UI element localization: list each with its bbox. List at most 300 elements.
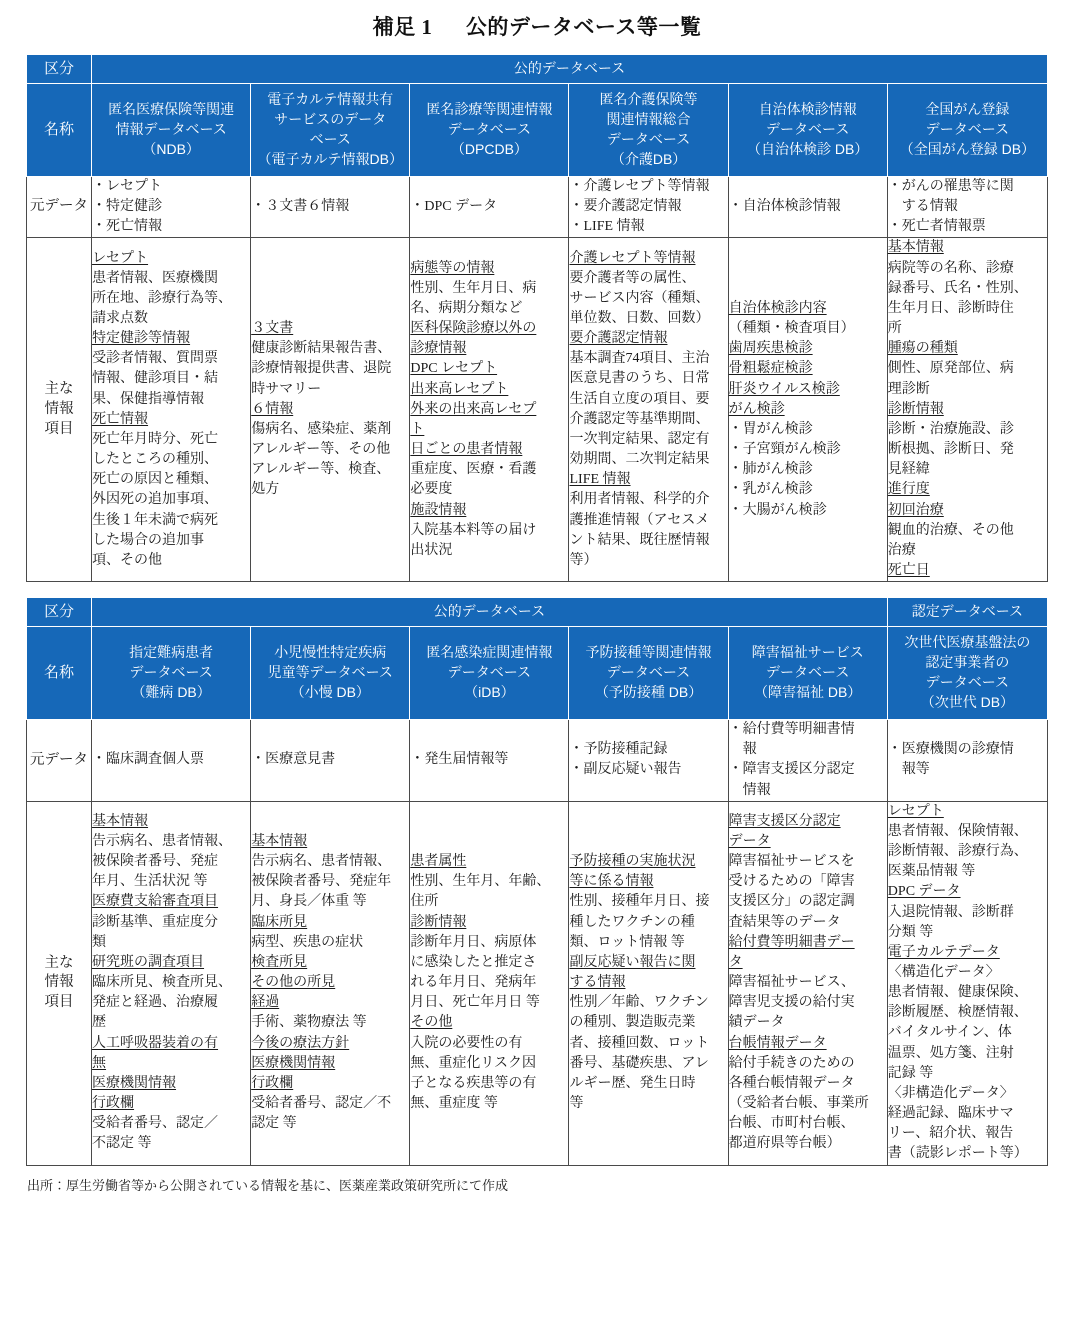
name-line: 障害福祉サービス bbox=[751, 644, 864, 661]
info-item-line: 無、重症化リスク因 bbox=[410, 1055, 537, 1071]
info-item-line: 性別／年齢、ワクチン bbox=[569, 995, 709, 1011]
name-line: 匿名医療保険等関連 bbox=[108, 101, 235, 118]
info-item-line: 生年月日、診断時住 bbox=[887, 300, 1014, 316]
table1-items-denshikarute bbox=[251, 238, 410, 582]
info-item-line: 月日、死亡年月日 等 bbox=[410, 995, 540, 1011]
info-item-line: 経過記録、臨床サマ bbox=[887, 1106, 1014, 1122]
info-item-line: 単位数、日数、回数） bbox=[569, 311, 710, 327]
info-item-line: 研究班の調査項目 bbox=[92, 954, 205, 970]
name-line: （予防接種 DB） bbox=[594, 684, 703, 701]
table1-col-name-jichitaikenshin bbox=[728, 84, 887, 177]
table2-motodata-label: 元データ bbox=[27, 720, 92, 802]
info-item-line: 性別、生年月、年齢、 bbox=[410, 874, 551, 890]
info-item-line: 所 bbox=[887, 321, 902, 337]
items-label-line: 情報 bbox=[44, 401, 74, 418]
table2-kubun-label: 区分 bbox=[27, 598, 92, 627]
name-line: （自治体検診 DB） bbox=[747, 140, 869, 157]
info-item-line: 告示病名、患者情報、 bbox=[251, 854, 392, 870]
name-line: （DPCDB） bbox=[450, 140, 528, 157]
info-item-line: 電子カルテデータ bbox=[887, 944, 1000, 960]
name-line: 児童等データベース bbox=[267, 664, 393, 681]
info-item-line: 診断情報、診療行為、 bbox=[887, 844, 1028, 860]
name-line: 関連情報総合 bbox=[606, 111, 691, 128]
info-item-line: 住所 bbox=[410, 894, 439, 910]
info-item-line: 診療情報 bbox=[410, 341, 467, 357]
info-item-line: 月、身長／体重 等 bbox=[251, 894, 367, 910]
source-note: 出所：厚生労働省等から公開されている情報を基に、医薬産業政策研究所にて作成 bbox=[27, 1177, 509, 1193]
table1-motodata-gantouroku bbox=[887, 177, 1047, 238]
info-item-line: タ bbox=[728, 954, 743, 970]
table2-items-label bbox=[27, 801, 92, 1165]
table1-col-name-ndb bbox=[92, 84, 251, 177]
info-item-line: 歴 bbox=[92, 1015, 107, 1031]
info-item-line: 死亡の原因と種類、 bbox=[92, 472, 219, 488]
table2-meisho-label: 名称 bbox=[27, 627, 92, 720]
info-item-line: アレルギー等、その他 bbox=[251, 442, 391, 458]
info-item-line: 施設情報 bbox=[410, 502, 467, 518]
info-item-line: 今後の療法方針 bbox=[251, 1035, 350, 1051]
items-label-line: 項目 bbox=[44, 993, 74, 1010]
list-item: ・死亡者情報票 bbox=[887, 219, 986, 235]
info-item-line: 側性、原発部位、病 bbox=[887, 361, 1014, 377]
info-item-line: 患者情報、保険情報、 bbox=[887, 823, 1028, 839]
info-item-line: 入退院情報、診断群 bbox=[887, 904, 1014, 920]
info-item-line: 被保険者番号、発症 bbox=[92, 854, 219, 870]
info-item-line: 腫瘍の種類 bbox=[887, 341, 958, 357]
info-item-line: 性別、接種年月日、接 bbox=[569, 894, 710, 910]
info-item-line: 情報、健診項目・結 bbox=[92, 371, 219, 387]
table2-items-shogaifukushidb bbox=[728, 801, 887, 1165]
info-item-line: 治療 bbox=[887, 542, 916, 558]
info-item-line: 等） bbox=[569, 552, 598, 568]
table2-items-jisedaidb bbox=[887, 801, 1047, 1165]
info-item-line: 等に係る情報 bbox=[569, 874, 654, 890]
name-line: ベース bbox=[309, 131, 351, 147]
info-item-line: 自治体検診内容 bbox=[728, 300, 827, 316]
info-item-line: その他の所見 bbox=[251, 975, 336, 991]
info-item-line: した場合の追加事 bbox=[92, 532, 205, 548]
info-item-line: 一次判定結果、認定有 bbox=[569, 431, 710, 447]
table1-items-jichitaikenshin bbox=[728, 238, 887, 582]
info-item-line: に感染したと推定さ bbox=[410, 954, 537, 970]
info-item-line: 所在地、診療行為等、 bbox=[92, 290, 233, 306]
table1-items-gantouroku bbox=[887, 238, 1047, 582]
info-item-line: 認定 等 bbox=[251, 1116, 297, 1132]
name-line: （介護DB） bbox=[610, 150, 687, 167]
table2-col-name-yoboses-shu bbox=[569, 627, 728, 720]
name-line: 小児慢性特定疾病 bbox=[274, 644, 387, 661]
info-item-line: （受給者台帳、事業所 bbox=[728, 1096, 869, 1112]
table2-motodata-jisedaidb bbox=[887, 720, 1047, 802]
info-item-line: 臨床所見 bbox=[251, 914, 308, 930]
info-item-line: 不認定 等 bbox=[92, 1136, 152, 1152]
table1-items-kaigodb bbox=[569, 238, 728, 582]
info-item-line: ６情報 bbox=[251, 401, 294, 417]
info-item-line: 行政欄 bbox=[251, 1075, 294, 1091]
page-title-number: 補足 1 bbox=[372, 15, 433, 39]
info-item-line: データ bbox=[728, 833, 771, 849]
info-item-line: 観血的治療、その他 bbox=[887, 522, 1014, 538]
info-item-line: 医意見書のうち、日常 bbox=[569, 371, 710, 387]
table1-meisho-label: 名称 bbox=[27, 84, 92, 177]
name-line: 指定難病患者 bbox=[129, 644, 214, 661]
page-title-text: 公的データベース等一覧 bbox=[465, 15, 702, 39]
items-label-line: 主な bbox=[44, 381, 74, 398]
info-item-line: 見経緯 bbox=[887, 462, 930, 478]
info-item-line: 医療費支給審査項目 bbox=[92, 894, 219, 910]
name-line: 予防接種等関連情報 bbox=[585, 644, 712, 661]
info-item-line: 障害福祉サービスを bbox=[728, 854, 855, 870]
info-item-line: 必要度 bbox=[410, 482, 453, 498]
info-item-line: 受けるための「障害 bbox=[728, 874, 855, 890]
name-line: データベース bbox=[129, 664, 213, 681]
public-database-table-1 bbox=[26, 54, 1048, 582]
info-item-line: 基本情報 bbox=[251, 833, 308, 849]
info-item-line: 要介護認定情報 bbox=[569, 331, 668, 347]
info-item-line: 類 bbox=[92, 934, 107, 950]
info-item-line: れる年月日、発病年 bbox=[410, 975, 537, 991]
name-line: データベース bbox=[606, 131, 691, 147]
public-database-table-2 bbox=[26, 597, 1048, 1165]
info-item-line: 類、ロット情報 等 bbox=[569, 934, 685, 950]
table2-items-row bbox=[27, 801, 1048, 1165]
info-item-line: 人工呼吸器装着の有 bbox=[92, 1035, 219, 1051]
name-line: 匿名感染症関連情報 bbox=[426, 644, 553, 661]
info-item-line: 基本情報 bbox=[92, 813, 149, 829]
info-item-line: 出来高レセプト bbox=[410, 381, 509, 397]
info-item-line: LIFE 情報 bbox=[569, 472, 631, 488]
info-item-line: レセプト bbox=[887, 803, 944, 819]
table1-names-row bbox=[27, 84, 1048, 177]
info-item-line: ・肺がん検診 bbox=[728, 462, 813, 478]
info-item-line: 台帳情報データ bbox=[728, 1035, 827, 1051]
info-item-line: レセプト bbox=[92, 250, 149, 266]
table1-col-name-dpcdb bbox=[410, 84, 569, 177]
info-item-line: 書（読影レポート等） bbox=[887, 1146, 1028, 1162]
info-item-line: 臨床所見、検査所見、 bbox=[92, 975, 233, 991]
info-item-line: 無 bbox=[92, 1055, 107, 1071]
table2-col-name-jisedaidb bbox=[887, 627, 1047, 720]
info-item-line: 者、接種回数、ロット bbox=[569, 1035, 710, 1051]
info-item-line: 診断履歴、検歴情報、 bbox=[887, 1005, 1028, 1021]
info-item-line: 受給者番号、認定／ bbox=[92, 1116, 219, 1132]
name-line: （NDB） bbox=[142, 140, 200, 157]
name-line: （難病 DB） bbox=[131, 684, 211, 701]
table1-items-label bbox=[27, 238, 92, 582]
info-item-line: 介護レセプト等情報 bbox=[569, 250, 696, 266]
info-item-line: 肝炎ウイルス検診 bbox=[728, 381, 840, 397]
info-item-line: 医科保険診療以外の bbox=[410, 321, 537, 337]
info-item-line: 理診断 bbox=[887, 381, 930, 397]
name-line: データベース bbox=[925, 121, 1010, 138]
info-item-line: 障害支援区分認定 bbox=[728, 813, 841, 829]
info-item-line: ・子宮頸がん検診 bbox=[728, 442, 841, 458]
info-item-line: ・胃がん検診 bbox=[728, 421, 813, 437]
table2-col-name-idb bbox=[410, 627, 569, 720]
name-line: 自治体検診情報 bbox=[758, 101, 857, 118]
list-item: ・DPC データ bbox=[410, 199, 498, 215]
info-item-line: 経過 bbox=[251, 995, 280, 1011]
list-item: ・医療意見書 bbox=[251, 752, 336, 768]
table2-motodata-row bbox=[27, 720, 1048, 802]
info-item-line: 進行度 bbox=[887, 482, 930, 498]
name-line: 匿名診療等関連情報 bbox=[426, 101, 553, 118]
name-line: （iDB） bbox=[464, 684, 515, 701]
info-item-line: 効期間、二次判定結果 bbox=[569, 452, 710, 468]
info-item-line: 子となる疾患等の有 bbox=[410, 1075, 537, 1091]
list-item: 情報 bbox=[728, 782, 771, 798]
info-item-line: 果、保健指導情報 bbox=[92, 391, 205, 407]
info-item-line: 台帳、市町村台帳、 bbox=[728, 1116, 855, 1132]
info-item-line: 患者情報、健康保険、 bbox=[887, 985, 1028, 1001]
info-item-line: 傷病名、感染症、薬剤 bbox=[251, 421, 392, 437]
list-item: ・副反応疑い報告 bbox=[569, 762, 682, 778]
info-item-line: 出状況 bbox=[410, 542, 453, 558]
info-item-line: ３文書 bbox=[251, 321, 294, 337]
info-item-line: 記録 等 bbox=[887, 1065, 934, 1081]
info-item-line: 患者属性 bbox=[410, 854, 467, 870]
table1-items-dpcdb bbox=[410, 238, 569, 582]
info-item-line: 給付費等明細書デー bbox=[728, 934, 855, 950]
info-item-line: 項、その他 bbox=[92, 552, 163, 568]
list-item: ・介護レセプト等情報 bbox=[569, 179, 710, 194]
table2-group-label-public: 公的データベース bbox=[92, 598, 888, 627]
info-item-line: 利用者情報、科学的介 bbox=[569, 492, 710, 508]
name-line: データベース bbox=[766, 664, 850, 681]
name-line: データベース bbox=[766, 121, 850, 138]
table1-motodata-denshikarute bbox=[251, 177, 410, 238]
table1-items-ndb bbox=[92, 238, 251, 582]
info-item-line: 死亡年月時分、死亡 bbox=[92, 431, 219, 447]
info-item-line: 予防接種の実施状況 bbox=[569, 854, 696, 870]
table2-col-name-nanbyodb bbox=[92, 627, 251, 720]
info-item-line: サービス内容（種類、 bbox=[569, 290, 710, 306]
info-item-line: 各種台帳情報データ bbox=[728, 1075, 855, 1091]
list-item: ・障害支援区分認定 bbox=[728, 762, 855, 778]
list-item: ・発生届情報等 bbox=[410, 752, 509, 768]
info-item-line: 骨粗鬆症検診 bbox=[728, 361, 813, 377]
info-item-line: 番号、基礎疾患、アレ bbox=[569, 1055, 709, 1071]
info-item-line: 重症度、医療・看護 bbox=[410, 462, 537, 478]
table1-motodata-kaigodb bbox=[569, 177, 728, 238]
name-line: サービスのデータ bbox=[274, 111, 387, 128]
list-item: ・予防接種記録 bbox=[569, 742, 668, 758]
info-item-line: バイタルサイン、体 bbox=[887, 1025, 1012, 1041]
table1-motodata-dpcdb bbox=[410, 177, 569, 238]
name-line: （次世代 DB） bbox=[920, 694, 1015, 710]
table1-header-band-row bbox=[27, 55, 1048, 84]
list-item: ・要介護認定情報 bbox=[569, 199, 682, 215]
info-item-line: 診断年月日、病原体 bbox=[410, 934, 537, 950]
info-item-line: 処方 bbox=[251, 482, 280, 498]
info-item-line: 特定健診等情報 bbox=[92, 331, 191, 347]
list-item: ・３文書６情報 bbox=[251, 199, 350, 215]
info-item-line: 歯周疾患検診 bbox=[728, 341, 813, 357]
table2-items-idb bbox=[410, 801, 569, 1165]
table2-col-name-shogaifukushidb bbox=[728, 627, 887, 720]
info-item-line: 生後１年未満で病死 bbox=[92, 512, 219, 528]
info-item-line: DPC レセプト bbox=[410, 361, 498, 377]
info-item-line: 給付手続きのための bbox=[728, 1055, 855, 1071]
info-item-line: 入院基本料等の届け bbox=[410, 522, 537, 538]
table2-motodata-yoboses-shu bbox=[569, 720, 728, 802]
name-line: データベース bbox=[606, 664, 691, 681]
info-item-line: 等 bbox=[569, 1096, 584, 1112]
info-item-line: 病院等の名称、診療 bbox=[887, 260, 1014, 276]
list-item: ・給付費等明細書情 bbox=[728, 722, 855, 738]
list-item: ・医療機関の診療情 bbox=[887, 742, 1014, 758]
info-item-line: 護推進情報（アセスメ bbox=[569, 512, 710, 528]
info-item-line: 名、病期分類など bbox=[410, 300, 523, 316]
list-item: ・自治体検診情報 bbox=[728, 199, 841, 215]
info-item-line: 診療情報提供書、退院 bbox=[251, 361, 392, 377]
info-item-line: 年月、生活状況 等 bbox=[92, 874, 208, 890]
name-line: （小慢 DB） bbox=[290, 684, 370, 701]
table1-motodata-jichitaikenshin bbox=[728, 177, 887, 238]
info-item-line: 無、重症度 等 bbox=[410, 1096, 498, 1112]
table1-col-name-kaigodb bbox=[569, 84, 728, 177]
info-item-line: 基本調査74項目、主治 bbox=[569, 351, 710, 367]
items-label-line: 情報 bbox=[44, 974, 74, 991]
info-item-line: 患者情報、医療機関 bbox=[92, 270, 219, 286]
table2-names-row bbox=[27, 627, 1048, 720]
info-item-line: 障害児支援の給付実 bbox=[728, 995, 855, 1011]
name-line: 全国がん登録 bbox=[925, 101, 1010, 118]
name-line: 匿名介護保険等 bbox=[599, 91, 698, 108]
table1-kubun-label: 区分 bbox=[27, 55, 92, 84]
info-item-line: 診断基準、重症度分 bbox=[92, 914, 219, 930]
name-line: （障害福祉 DB） bbox=[754, 684, 862, 701]
list-item: ・がんの罹患等に関 bbox=[887, 179, 1014, 194]
info-item-line: 被保険者番号、発症年 bbox=[251, 874, 392, 890]
info-item-line: 手術、薬物療法 等 bbox=[251, 1015, 367, 1031]
info-item-line: 診断・治療施設、診 bbox=[887, 421, 1014, 437]
table2-group-label-certified: 認定データベース bbox=[887, 598, 1047, 627]
info-item-line: 病型、疾患の症状 bbox=[251, 934, 364, 950]
table1-col-name-denshikarute bbox=[251, 84, 410, 177]
info-item-line: 病態等の情報 bbox=[410, 260, 495, 276]
info-item-line: する情報 bbox=[569, 975, 626, 991]
name-line: 情報データベース bbox=[115, 121, 227, 138]
table1-motodata-label: 元データ bbox=[27, 177, 92, 238]
info-item-line: 〈構造化データ〉 bbox=[887, 965, 1000, 980]
info-item-line: 副反応疑い報告に関 bbox=[569, 954, 696, 970]
info-item-line: 〈非構造化データ〉 bbox=[887, 1085, 1014, 1101]
info-item-line: の種別、製造販売業 bbox=[569, 1015, 696, 1031]
info-item-line: 都道府県等台帳） bbox=[728, 1136, 841, 1152]
table2-items-yoboses-shu bbox=[569, 801, 728, 1165]
info-item-line: DPC データ bbox=[887, 884, 961, 900]
table1-motodata-ndb bbox=[92, 177, 251, 238]
info-item-line: 入院の必要性の有 bbox=[410, 1035, 523, 1051]
info-item-line: ・大腸がん検診 bbox=[728, 502, 827, 518]
info-item-line: 録番号、氏名・性別、 bbox=[887, 280, 1028, 296]
info-item-line: 査結果等のデータ bbox=[728, 914, 841, 930]
table2-motodata-idb bbox=[410, 720, 569, 802]
name-line: （全国がん登録 DB） bbox=[899, 140, 1036, 157]
info-item-line: 時サマリー bbox=[251, 381, 322, 397]
table2-items-shomandb bbox=[251, 801, 410, 1165]
table1-motodata-row bbox=[27, 177, 1048, 238]
info-item-line: 健康診断結果報告書、 bbox=[251, 341, 392, 357]
list-item: ・臨床調査個人票 bbox=[92, 752, 205, 768]
info-item-line: 分類 等 bbox=[887, 924, 934, 940]
list-item: ・LIFE 情報 bbox=[569, 219, 645, 235]
info-item-line: 診断情報 bbox=[410, 914, 467, 930]
info-item-line: 断根拠、診断日、発 bbox=[887, 442, 1014, 458]
info-item-line: 種したワクチンの種 bbox=[569, 914, 695, 930]
table1-group-label: 公的データベース bbox=[92, 55, 1048, 84]
info-item-line: 外因死の追加事項、 bbox=[92, 492, 219, 508]
info-item-line: 外来の出来高レセプ bbox=[410, 401, 537, 417]
info-item-line: 初回治療 bbox=[887, 502, 944, 518]
info-item-line: 医療機関情報 bbox=[251, 1055, 336, 1071]
info-item-line: （種類・検査項目） bbox=[728, 321, 855, 337]
info-item-line: アレルギー等、検査、 bbox=[251, 462, 391, 478]
info-item-line: 受給者番号、認定／不 bbox=[251, 1096, 392, 1112]
info-item-line: 診断情報 bbox=[887, 401, 944, 417]
table2-items-nanbyodb bbox=[92, 801, 251, 1165]
name-line: 電子カルテ情報共有 bbox=[267, 91, 394, 108]
info-item-line: 医薬品情報 等 bbox=[887, 864, 976, 880]
info-item-line: 検査所見 bbox=[251, 954, 308, 970]
info-item-line: ト bbox=[410, 421, 425, 437]
info-item-line: 生活自立度の項目、要 bbox=[569, 391, 710, 407]
info-item-line: 医療機関情報 bbox=[92, 1075, 177, 1091]
info-item-line: 障害福祉サービス、 bbox=[728, 975, 856, 991]
info-item-line: 介護認定等基準期間、 bbox=[569, 411, 710, 427]
info-item-line: 請求点数 bbox=[92, 311, 149, 327]
info-item-line: 要介護者等の属性、 bbox=[569, 270, 696, 286]
info-item-line: 受診者情報、質問票 bbox=[92, 351, 219, 367]
info-item-line: 告示病名、患者情報、 bbox=[92, 833, 233, 849]
table2-motodata-nanbyodb bbox=[92, 720, 251, 802]
items-label-line: 項目 bbox=[44, 420, 74, 437]
list-item: ・死亡情報 bbox=[92, 219, 163, 235]
name-line: 次世代医療基盤法の bbox=[904, 634, 1031, 651]
info-item-line: 基本情報 bbox=[887, 240, 944, 256]
info-item-line: 温票、処方箋、注射 bbox=[887, 1045, 1014, 1061]
name-line: データベース bbox=[447, 121, 532, 138]
info-item-line: 死亡情報 bbox=[92, 411, 149, 427]
table2-motodata-shogaifukushidb bbox=[728, 720, 887, 802]
list-item: する情報 bbox=[887, 199, 958, 215]
info-item-line: がん検診 bbox=[728, 401, 785, 417]
info-item-line: 日ごとの患者情報 bbox=[410, 442, 523, 458]
info-item-line: 行政欄 bbox=[92, 1096, 135, 1112]
page-title bbox=[26, 0, 1048, 54]
list-item: 報等 bbox=[887, 762, 930, 778]
table1-col-name-gantouroku bbox=[887, 84, 1047, 177]
info-item-line: ルギー歴、発生日時 bbox=[569, 1075, 696, 1091]
info-item-line: 支援区分」の認定調 bbox=[728, 894, 855, 910]
info-item-line: 性別、生年月日、病 bbox=[410, 280, 537, 296]
table2-header-band-row bbox=[27, 598, 1048, 627]
table2-col-name-shomandb bbox=[251, 627, 410, 720]
info-item-line: 死亡日 bbox=[887, 562, 930, 578]
table2-motodata-shomandb bbox=[251, 720, 410, 802]
name-line: データベース bbox=[925, 674, 1010, 691]
list-item: ・特定健診 bbox=[92, 199, 163, 215]
info-item-line: ント結果、既往歴情報 bbox=[569, 532, 710, 548]
info-item-line: その他 bbox=[410, 1015, 453, 1031]
list-item: 報 bbox=[728, 742, 757, 758]
name-line: 認定事業者の bbox=[925, 654, 1010, 671]
items-label-line: 主な bbox=[44, 954, 74, 971]
info-item-line: ・乳がん検診 bbox=[728, 482, 813, 498]
info-item-line: 績データ bbox=[728, 1015, 785, 1031]
name-line: データベース bbox=[447, 664, 532, 681]
